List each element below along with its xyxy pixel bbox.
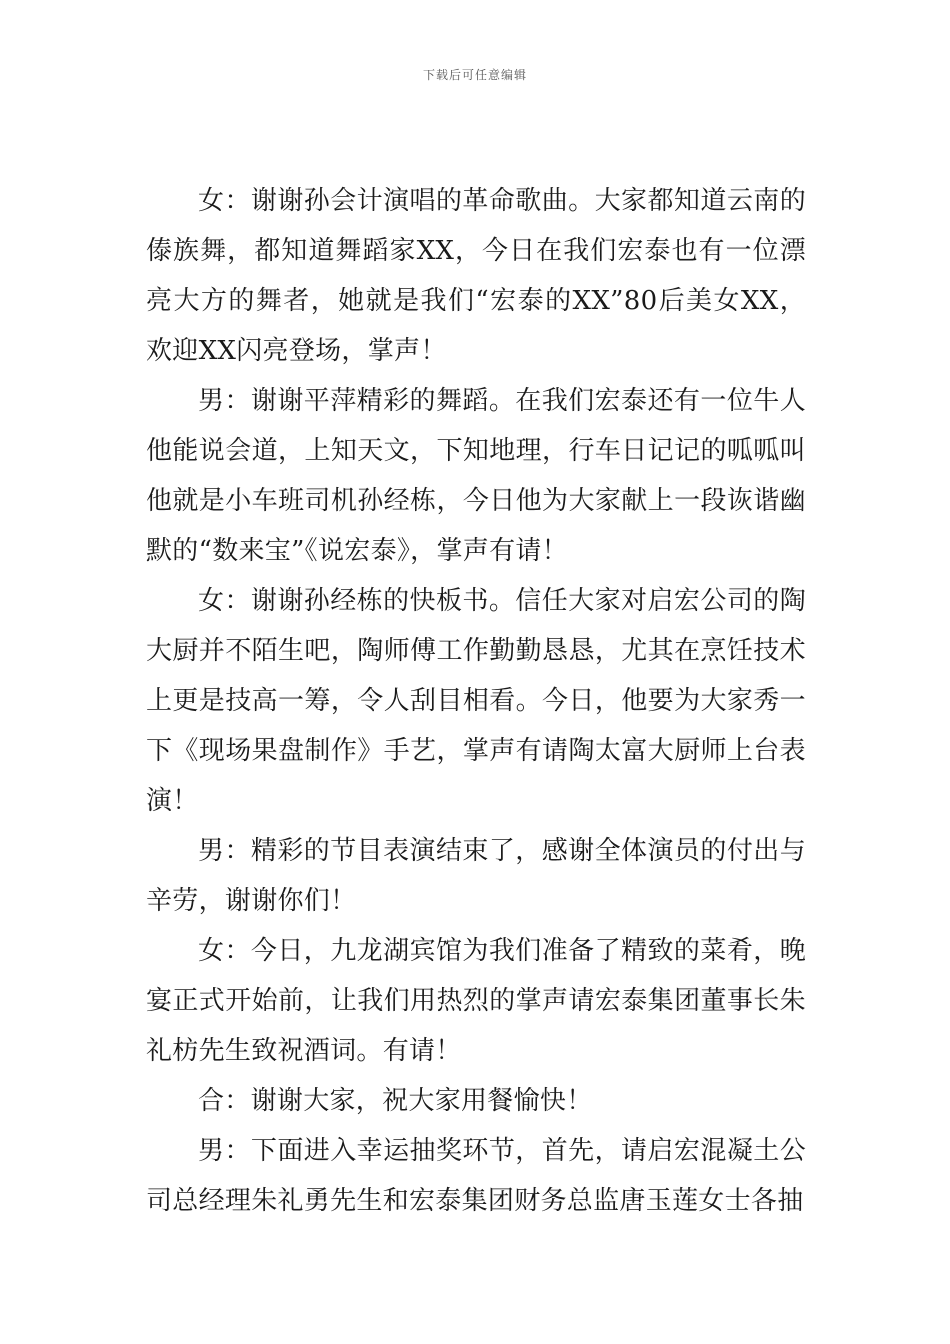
paragraph: 合：谢谢大家，祝大家用餐愉快！ (198, 1086, 593, 1116)
paragraph: 男：下面进入幸运抽奖环节，首先，请启宏混凝土公司总经理朱礼勇先生和宏泰集团财务总监唐玉莲女士各抽 (146, 1136, 806, 1216)
paragraph: 女：谢谢孙经栋的快板书。信任大家对启宏公司的陶大厨并不陌生吧，陶师傅工作勤勤恳恳，尤其在烹饪技术上更是技高一筹，令人刮目相看。今日，他要为大家秀一下《现场果盘制作》手艺，掌声有请陶太富大厨师上台表演！ (146, 586, 806, 816)
paragraph: 女：今日，九龙湖宾馆为我们准备了精致的菜肴，晚宴正式开始前，让我们用热烈的掌声请宏泰集团董事长朱礼枋先生致祝酒词。有请！ (146, 936, 806, 1066)
paragraph: 女：谢谢孙会计演唱的革命歌曲。大家都知道云南的傣族舞，都知道舞蹈家XX，今日在我们宏泰也有一位漂亮大方的舞者，她就是我们“宏泰的XX”80后美女XX，欢迎XX闪亮登场，掌声！ (146, 186, 806, 366)
paragraph: 男：谢谢平萍精彩的舞蹈。在我们宏泰还有一位牛人他能说会道，上知天文，下知地理，行车日记记的呱呱叫他就是小车班司机孙经栋，今日他为大家献上一段诙谐幽默的“数来宝”《说宏泰》，掌声有请！ (146, 386, 806, 566)
document-body (146, 176, 806, 1226)
paragraph: 男：精彩的节目表演结束了，感谢全体演员的付出与辛劳，谢谢你们！ (146, 836, 806, 916)
page-header: 下载后可任意编辑 (422, 68, 527, 82)
